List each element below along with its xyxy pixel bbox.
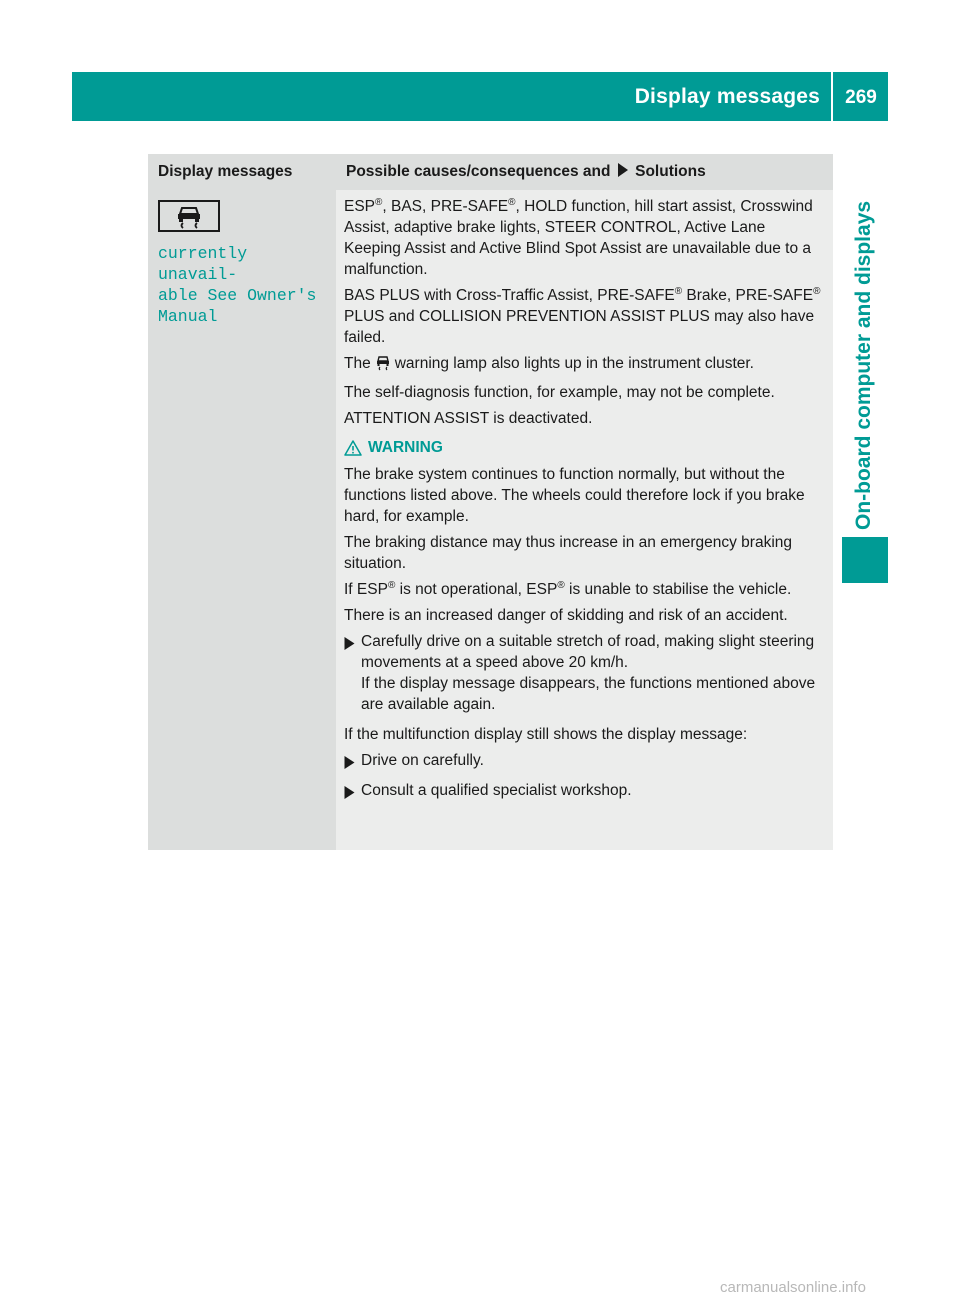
text-unavailable-list: , HOLD function, hill start assist, Crosswind Assist, adaptive brake lights, STEER CONTROL, Active Lane Keeping Assist and Active Blind Spot Assist are unavailable due to a malfunction. bbox=[344, 198, 813, 278]
step-result: If the display message disappears, the functions mentioned above are available again. bbox=[361, 675, 816, 713]
action-arrow-icon bbox=[344, 637, 355, 650]
registered-mark: ® bbox=[387, 579, 396, 591]
header-title: Display messages bbox=[634, 85, 820, 108]
text-bas-plus: BAS PLUS with Cross-Traffic Assist, PRE-SAFE bbox=[344, 287, 675, 304]
paragraph-attention-assist: ATTENTION ASSIST is deactivated. bbox=[344, 410, 593, 427]
text-brake-presafe: Brake, PRE-SAFE bbox=[682, 287, 814, 304]
page-header bbox=[72, 72, 888, 121]
registered-mark: ® bbox=[375, 196, 383, 208]
text-not-operational: is not operational, ESP bbox=[395, 581, 558, 598]
col-heading-solutions-text: Solutions bbox=[635, 163, 706, 180]
text-bas-presafe: , BAS, PRE-SAFE bbox=[382, 198, 509, 215]
paragraph-self-diagnosis: The self-diagnosis function, for example, may not be complete. bbox=[344, 384, 775, 401]
list-item bbox=[344, 631, 825, 715]
col-heading-causes-text: Possible causes/consequences and bbox=[346, 163, 611, 180]
table-row bbox=[148, 190, 833, 850]
section-title: On-board computer and displays bbox=[852, 200, 875, 530]
text-unable-stabilise: is unable to stabilise the vehicle. bbox=[564, 581, 792, 598]
warning-triangle-icon bbox=[344, 440, 362, 456]
paragraph-unavailable-functions bbox=[344, 196, 825, 280]
warning-paragraph-skidding: There is an increased danger of skidding and risk of an accident. bbox=[344, 607, 788, 624]
watermark: carmanualsonline.info bbox=[720, 1279, 866, 1296]
warning-paragraph-brake-system: The brake system continues to function normally, but without the functions listed above. The wheels could therefore lock if you brake hard, for example. bbox=[344, 466, 805, 525]
warning-heading bbox=[344, 437, 825, 458]
registered-mark: ® bbox=[557, 579, 565, 591]
causes-solutions-cell bbox=[336, 190, 833, 850]
registered-mark: ® bbox=[508, 196, 516, 208]
skidding-car-icon bbox=[158, 200, 218, 230]
paragraph-bas-plus bbox=[344, 285, 825, 348]
header-divider bbox=[831, 72, 833, 121]
step-drive-on: Drive on carefully. bbox=[361, 752, 484, 769]
paragraph-still-shows: If the multifunction display still shows the display message: bbox=[344, 726, 748, 743]
display-messages-table bbox=[148, 154, 833, 850]
text-the: The bbox=[344, 355, 371, 372]
text-if-esp: If ESP bbox=[344, 581, 388, 598]
col-heading-causes bbox=[336, 154, 833, 190]
display-message-cell bbox=[148, 190, 336, 850]
skidding-car-icon bbox=[374, 355, 392, 377]
section-marker bbox=[842, 537, 888, 583]
registered-mark: ® bbox=[674, 285, 683, 297]
action-arrow-icon bbox=[617, 163, 629, 177]
section-tab bbox=[842, 150, 888, 530]
col-heading-display-messages: Display messages bbox=[148, 154, 336, 190]
warning-label: WARNING bbox=[368, 439, 443, 456]
step-consult-workshop: Consult a qualified specialist workshop. bbox=[361, 782, 632, 799]
text-warning-lamp: warning lamp also lights up in the instrument cluster. bbox=[394, 355, 754, 372]
warning-paragraph-braking-distance: The braking distance may thus increase in an emergency braking situation. bbox=[344, 534, 793, 572]
text-esp: ESP bbox=[344, 198, 376, 215]
list-item bbox=[344, 780, 825, 805]
warning-paragraph-esp bbox=[344, 579, 825, 600]
table-header-row bbox=[148, 154, 833, 190]
text-may-have-failed: PLUS and COLLISION PREVENTION ASSIST PLUS may also have failed. bbox=[344, 308, 815, 346]
page-number: 269 bbox=[845, 87, 877, 108]
registered-mark: ® bbox=[813, 285, 821, 297]
display-message-text: currently unavail‐ able See Owner's Manual bbox=[158, 244, 317, 326]
list-item bbox=[344, 750, 825, 775]
paragraph-warning-lamp bbox=[344, 353, 825, 377]
action-arrow-icon bbox=[344, 786, 355, 799]
step-drive-carefully-road: Carefully drive on a suitable stretch of road, making slight steering movements at a speed above 20 km/h. bbox=[361, 633, 815, 671]
action-arrow-icon bbox=[344, 756, 355, 769]
